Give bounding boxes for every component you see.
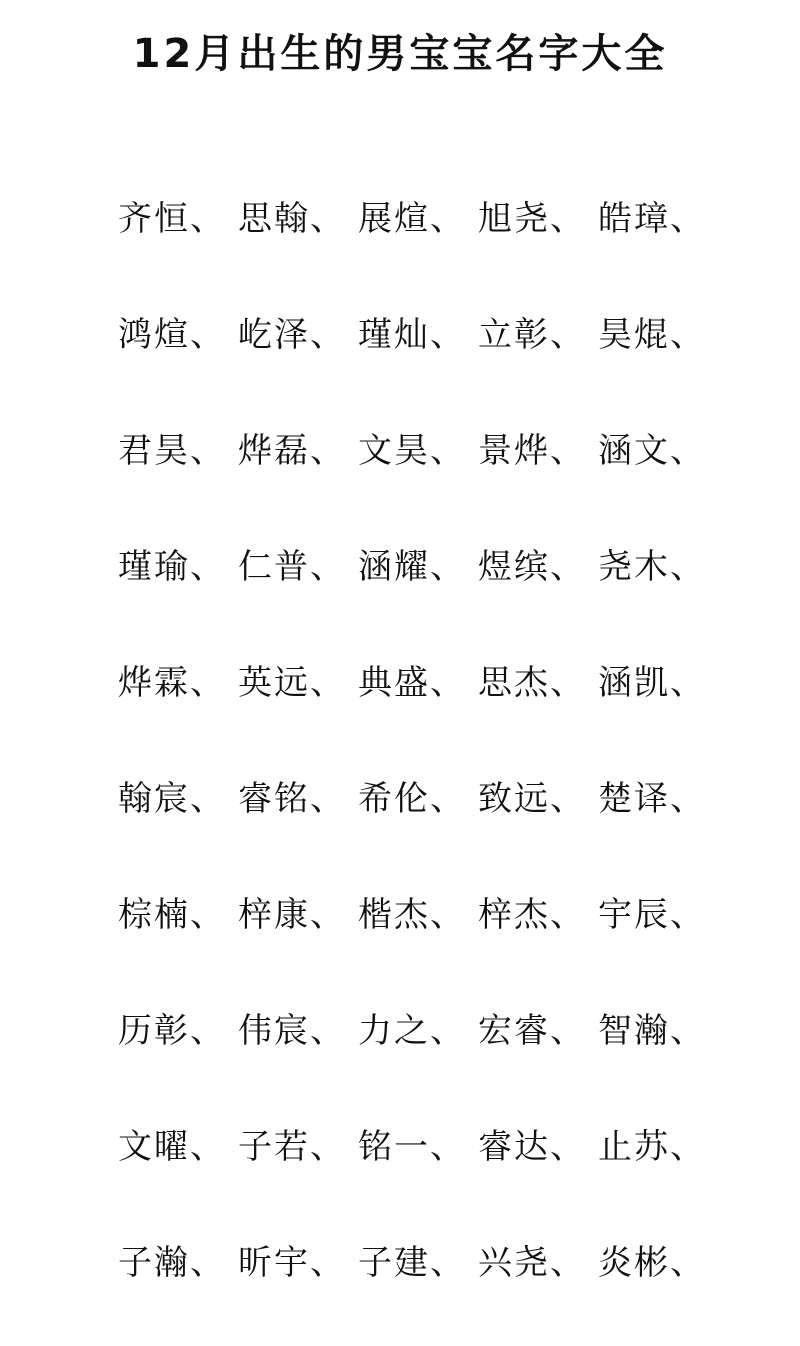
name-item: 梓康、 [238, 895, 346, 935]
name-item: 智瀚、 [598, 1011, 706, 1051]
name-item: 宏睿、 [478, 1011, 586, 1051]
name-item: 宇辰、 [598, 895, 706, 935]
name-item: 旭尧、 [478, 199, 586, 239]
name-item: 尧木、 [598, 547, 706, 587]
name-item: 烨霖、 [118, 663, 226, 703]
name-item: 铭一、 [358, 1127, 466, 1167]
name-row [118, 534, 718, 600]
name-item: 子若、 [238, 1127, 346, 1167]
name-item: 致远、 [478, 779, 586, 819]
name-item: 展煊、 [358, 199, 466, 239]
name-item: 止苏、 [598, 1127, 706, 1167]
name-item: 昕宇、 [238, 1243, 346, 1283]
name-item: 棕楠、 [118, 895, 226, 935]
name-item: 历彰、 [118, 1011, 226, 1051]
name-item: 涵凯、 [598, 663, 706, 703]
name-item: 文昊、 [358, 431, 466, 471]
name-row [118, 186, 718, 252]
name-item: 景烨、 [478, 431, 586, 471]
name-row [118, 882, 718, 948]
name-row [118, 1114, 718, 1180]
name-item: 瑾灿、 [358, 315, 466, 355]
name-item: 力之、 [358, 1011, 466, 1051]
name-item: 梓杰、 [478, 895, 586, 935]
name-item: 炎彬、 [598, 1243, 706, 1283]
name-item: 涵耀、 [358, 547, 466, 587]
name-item: 立彰、 [478, 315, 586, 355]
name-item: 齐恒、 [118, 199, 226, 239]
name-item: 文曜、 [118, 1127, 226, 1167]
page-title: 12月出生的男宝宝名字大全 [132, 31, 668, 77]
name-row [118, 302, 718, 368]
name-item: 兴尧、 [478, 1243, 586, 1283]
name-item: 涵文、 [598, 431, 706, 471]
name-item: 希伦、 [358, 779, 466, 819]
name-item: 翰宸、 [118, 779, 226, 819]
name-item: 瑾瑜、 [118, 547, 226, 587]
name-row [118, 766, 718, 832]
name-row [118, 1230, 718, 1296]
name-item: 思杰、 [478, 663, 586, 703]
name-item: 皓璋、 [598, 199, 706, 239]
name-item: 睿达、 [478, 1127, 586, 1167]
name-item: 烨磊、 [238, 431, 346, 471]
name-row [118, 998, 718, 1064]
name-item: 英远、 [238, 663, 346, 703]
name-item: 鸿煊、 [118, 315, 226, 355]
name-item: 昊焜、 [598, 315, 706, 355]
name-item: 煜缤、 [478, 547, 586, 587]
name-item: 思翰、 [238, 199, 346, 239]
name-item: 子建、 [358, 1243, 466, 1283]
name-row [118, 650, 718, 716]
name-item: 楚译、 [598, 779, 706, 819]
name-item: 睿铭、 [238, 779, 346, 819]
name-item: 屹泽、 [238, 315, 346, 355]
name-item: 楷杰、 [358, 895, 466, 935]
name-item: 君昊、 [118, 431, 226, 471]
name-item: 典盛、 [358, 663, 466, 703]
name-item: 仁普、 [238, 547, 346, 587]
name-row [118, 418, 718, 484]
name-item: 伟宸、 [238, 1011, 346, 1051]
name-list [118, 186, 718, 1346]
name-item: 子瀚、 [118, 1243, 226, 1283]
